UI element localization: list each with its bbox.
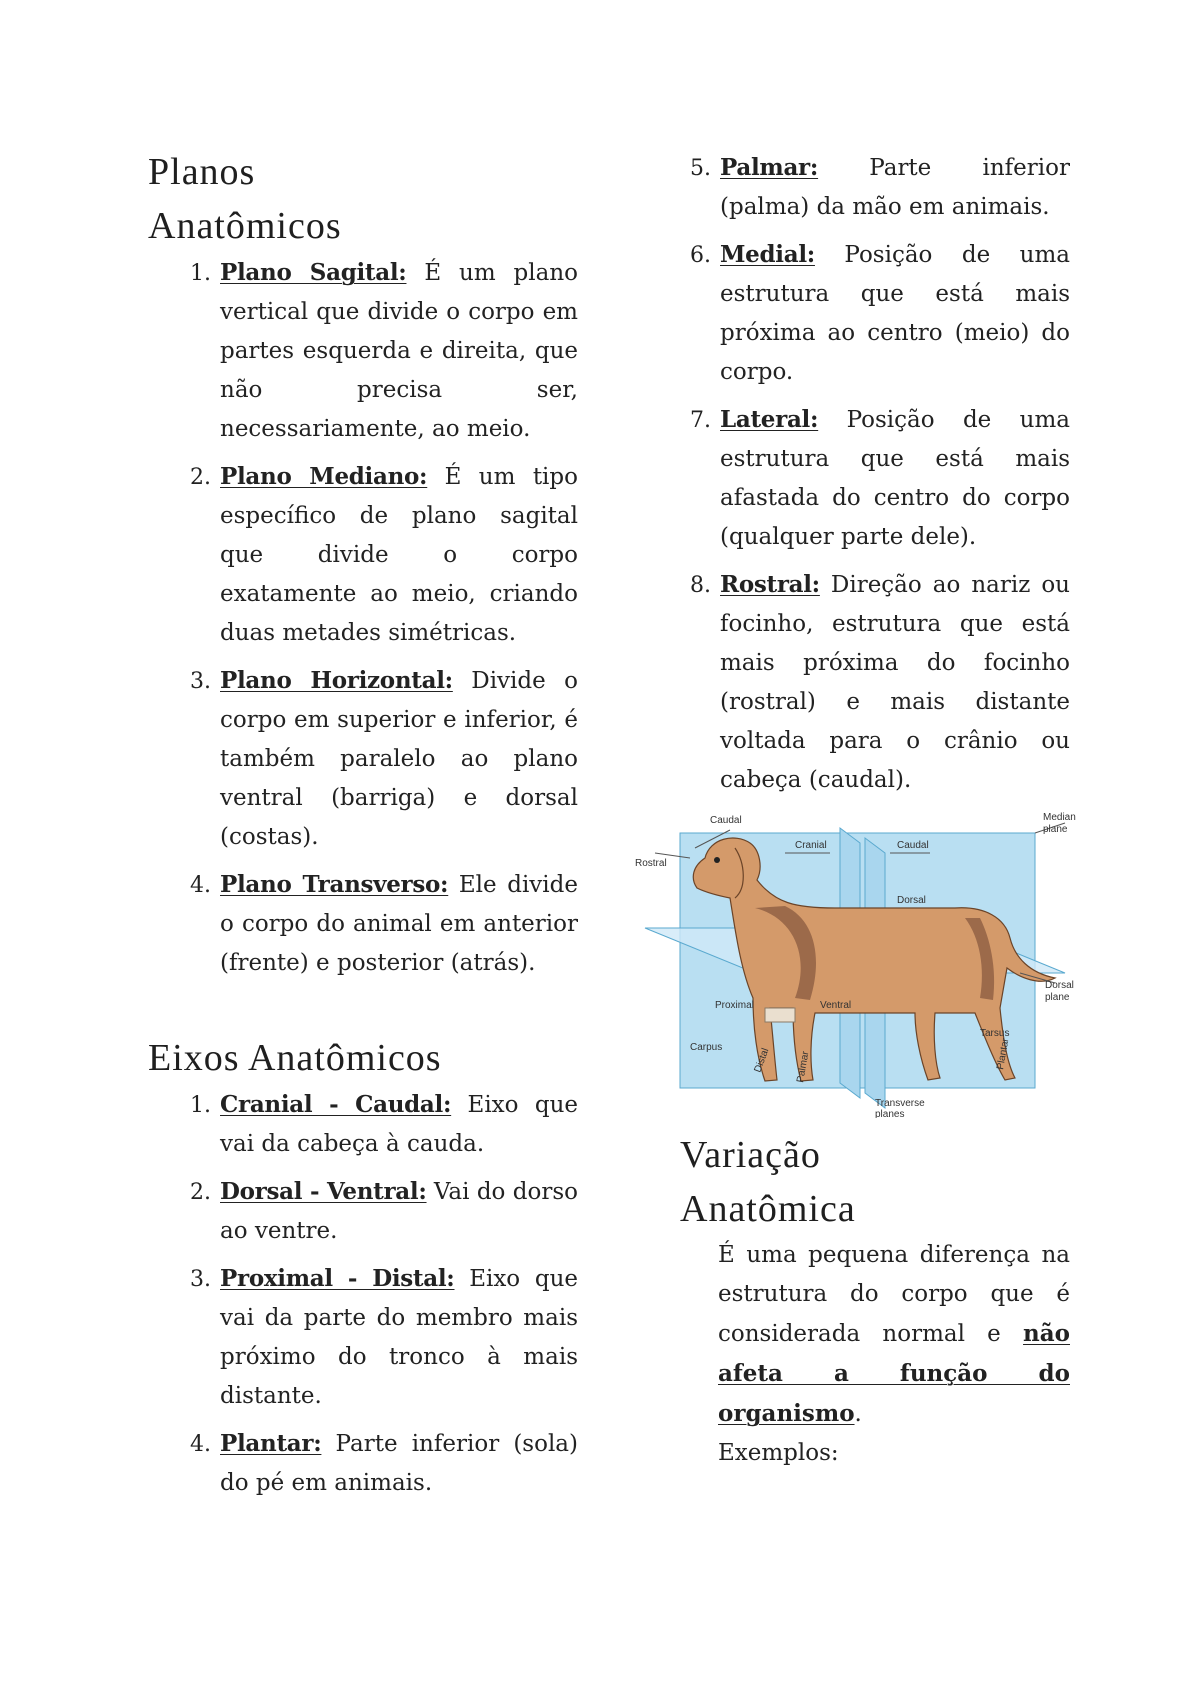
list-item (218, 865, 578, 983)
list-item (218, 457, 578, 653)
list-item (218, 1172, 578, 1251)
left-column (148, 145, 578, 1511)
label-transverse-2: planes (875, 1109, 905, 1118)
planos-title-line1: Planos (148, 151, 256, 193)
list-item (218, 253, 578, 449)
item-text: Parte inferior (palma) da mão em animais. (720, 155, 1070, 220)
right-column (635, 148, 1076, 1473)
label-transverse-1: Transverse (875, 1098, 925, 1109)
label-dorsal-plane-2: plane (1045, 992, 1070, 1003)
label-dorsal-plane-1: Dorsal (1045, 980, 1074, 991)
variacao-text-before: É uma pequena diferença na estrutura do corpo que é considerada normal e (718, 1242, 1070, 1347)
planos-title (148, 145, 578, 253)
item-term: Rostral: (720, 571, 820, 598)
item-text: Eixo que vai da parte do membro mais próximo do tronco à mais distante. (220, 1266, 578, 1409)
label-tarsus: Tarsus (980, 1028, 1010, 1039)
label-caudal: Caudal (897, 840, 929, 851)
item-text: Eixo que vai da cabeça à cauda. (220, 1092, 579, 1157)
planos-list (148, 253, 578, 983)
item-term: Proximal - Distal: (220, 1265, 455, 1292)
list-item (218, 1424, 578, 1503)
list-item (718, 400, 1070, 557)
item-term: Cranial - Caudal: (220, 1091, 452, 1118)
list-item (718, 235, 1070, 392)
variacao-examples: Exemplos: (718, 1440, 839, 1466)
item-term: Dorsal - Ventral: (220, 1178, 427, 1205)
item-term: Plano Mediano: (220, 463, 428, 490)
eixos-list-part2 (680, 148, 1070, 800)
item-text: Posição de uma estrutura que está mais afastada do centro do corpo (qualquer parte dele). (720, 407, 1070, 550)
label-distal: Distal (752, 1046, 772, 1075)
variacao-paragraph (680, 1236, 1070, 1473)
item-text: Direção ao nariz ou focinho, estrutura que está mais próxima do focinho (rostral) e mais distante voltada para o crânio ou cabeça (caudal). (720, 572, 1070, 793)
item-text: Divide o corpo em superior e inferior, é também paralelo ao plano ventral (barriga) e dorsal (costas). (220, 668, 578, 850)
label-dorsal: Dorsal (897, 895, 926, 906)
item-term: Plano Sagital: (220, 259, 407, 286)
variacao-text-after: . (854, 1401, 862, 1427)
item-text: É um plano vertical que divide o corpo em partes esquerda e direita, que não precisa ser, necessariamente, ao meio. (220, 260, 578, 442)
label-rostral: Rostral (635, 858, 667, 869)
item-term: Plano Horizontal: (220, 667, 453, 694)
dog-planes-figure (635, 808, 1095, 1118)
label-median-plane-1: Median (1043, 812, 1076, 823)
item-term: Palmar: (720, 154, 819, 181)
list-item (718, 565, 1070, 800)
item-term: Plano Transverso: (220, 871, 449, 898)
label-cranial: Cranial (795, 840, 827, 851)
item-text: Vai do dorso ao ventre. (220, 1179, 578, 1244)
item-term: Plantar: (220, 1430, 322, 1457)
item-text: Parte inferior (sola) do pé em animais. (220, 1431, 578, 1496)
label-median-plane-2: plane (1043, 824, 1068, 835)
eixos-list-part1 (148, 1085, 578, 1503)
label-caudal-top: Caudal (710, 815, 742, 826)
planos-title-line2: Anatômicos (148, 205, 342, 247)
list-item (218, 661, 578, 857)
variacao-title-line2: Anatômica (680, 1188, 856, 1230)
item-text: É um tipo específico de plano sagital que divide o corpo exatamente ao meio, criando duas metades simétricas. (220, 464, 578, 646)
dog-planes-diagram (635, 808, 1095, 1118)
item-term: Medial: (720, 241, 815, 268)
list-item (218, 1085, 578, 1164)
label-carpus: Carpus (690, 1042, 723, 1053)
label-ventral: Ventral (820, 1000, 852, 1011)
item-text: Posição de uma estrutura que está mais próxima ao centro (meio) do corpo. (720, 242, 1070, 385)
label-proximal: Proximal (715, 1000, 754, 1011)
label-plantar: Plantar (995, 1037, 1012, 1071)
variacao-title (680, 1128, 1070, 1236)
list-item (718, 148, 1070, 227)
carpus-block (765, 1008, 795, 1022)
list-item (218, 1259, 578, 1416)
variacao-text-bold: não afeta a função do organismo (718, 1320, 1070, 1427)
item-term: Lateral: (720, 406, 819, 433)
eixos-title: Eixos Anatômicos (148, 1037, 442, 1079)
variacao-title-line1: Variação (680, 1134, 821, 1176)
item-text: Ele divide o corpo do animal em anterior (frente) e posterior (atrás). (220, 872, 578, 976)
label-palmar: Palmar (795, 1050, 812, 1084)
